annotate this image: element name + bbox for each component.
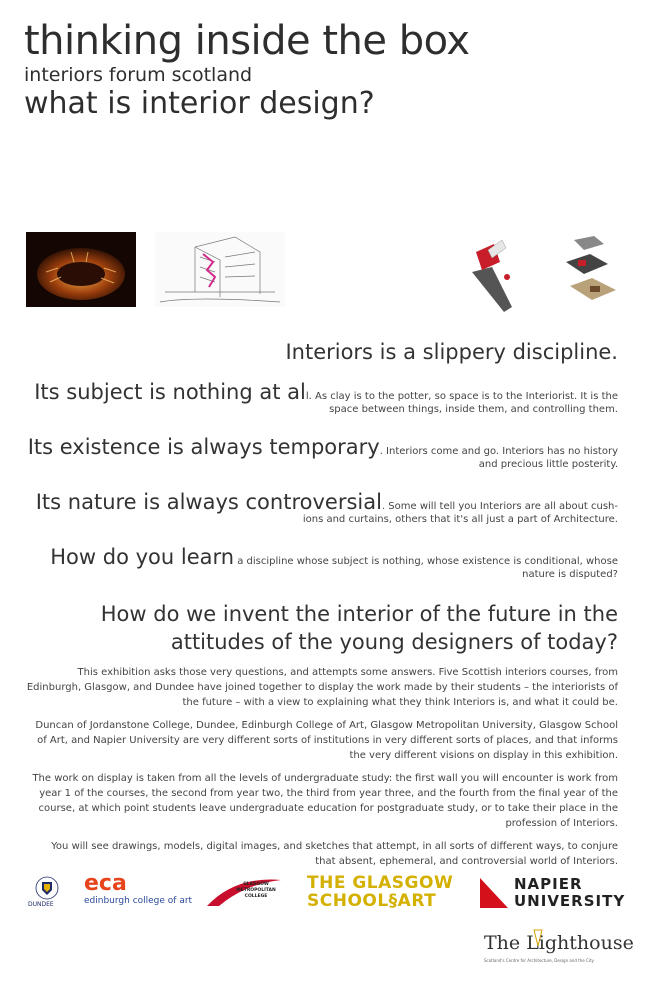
lighthouse-tagline: Scotland's Centre for Architecture, Design and the City <box>484 958 594 963</box>
poster-subtitle: interiors forum scotland <box>24 64 253 86</box>
paragraph-institutions <box>35 718 618 763</box>
glasgow-metropolitan-logo <box>205 872 285 910</box>
napier-university-logo <box>478 875 626 910</box>
paragraph-media <box>51 839 618 869</box>
gsa-line2: SCHOOL§ART <box>307 891 437 911</box>
poster-question: what is interior design? <box>24 86 375 121</box>
statement-tail: . Some will tell you Interiors are all about cush- <box>381 501 618 512</box>
paragraph-exhibition <box>27 665 618 710</box>
statement-tail: a discipline whose subject is nothing, whose existence is conditional, whose <box>234 556 618 567</box>
dundee-label: DUNDEE <box>28 901 54 908</box>
gsa-line1: THE GLASGOW <box>307 873 454 893</box>
paragraph-line: the future – with a view to explaining what they think Interiors is, and what it could be. <box>182 697 618 708</box>
eca-logo <box>84 872 192 906</box>
gmc-label: GLASGOW METROPOLITAN COLLEGE <box>236 882 276 899</box>
statement-lead: Its existence is always temporary <box>27 435 380 459</box>
paragraph-line: that absent, ephemeral, and controversial world of Interiors. <box>315 856 618 867</box>
paragraph-work <box>32 771 618 831</box>
paragraph-line: The work on display is taken from all the levels of undergraduate study: the first wall you will encounter is work from <box>32 773 618 784</box>
statement-tail: l. As clay is to the potter, so space is to the Interiorist. It is the <box>305 391 618 402</box>
lighthouse-logo <box>478 924 634 968</box>
eca-mark: eca <box>84 871 127 896</box>
statement-existence <box>28 435 618 459</box>
paragraph-line: You will see drawings, models, digital images, and sketches that attempt, in all sorts of different ways, to conjure <box>51 841 618 852</box>
statement-tail: . Interiors come and go. Interiors has no history <box>379 446 618 457</box>
exploded-model-photo <box>560 234 622 308</box>
glasgow-school-of-art-logo <box>307 874 453 910</box>
statement-existence-cont: and precious little posterity. <box>478 459 618 470</box>
statement-lead: How do you learn <box>50 545 235 569</box>
lighthouse-wordmark: The Lighthouse <box>484 932 634 954</box>
statement-nature <box>36 490 618 514</box>
statement-nature-cont: ions and curtains, others that it's all just a part of Architecture. <box>302 514 618 525</box>
paragraph-line: profession of Interiors. <box>505 818 618 829</box>
statement-subject <box>34 380 618 404</box>
statement-slippery <box>285 340 618 364</box>
eca-label: edinburgh college of art <box>84 896 193 906</box>
statement-learn-cont: nature is disputed? <box>522 569 618 580</box>
poster-title: thinking inside the box <box>24 18 470 64</box>
red-model-photo <box>462 232 522 314</box>
statement-subject-cont: space between things, inside them, and controlling them. <box>329 404 618 415</box>
sculpture-photo <box>26 232 136 307</box>
paragraph-line: of Art, and Napier University are very different sorts of institutions in very different sorts of places, and that informs <box>37 735 618 746</box>
paragraph-line: year 1 of the courses, the second from year two, the third from year three, and the fourth from the final year of the <box>39 788 618 799</box>
paragraph-line: This exhibition asks those very questions, and attempts some answers. Five Scottish interiors courses, from <box>77 667 618 678</box>
napier-line1: NAPIER <box>514 875 583 893</box>
building-sketch <box>155 232 285 307</box>
future-question-line1: How do we invent the interior of the future in the <box>100 602 618 626</box>
statement-lead: Its subject is nothing at al <box>34 380 306 404</box>
paragraph-line: course, at which point students leave undergraduate education for postgraduate study, or to take their place in the <box>38 803 618 814</box>
paragraph-line: Edinburgh, Glasgow, and Dundee have joined together to display the work made by their students – the interiorists of <box>26 682 618 693</box>
napier-wordmark <box>514 876 625 910</box>
paragraph-line: Duncan of Jordanstone College, Dundee, Edinburgh College of Art, Glasgow Metropolitan University, Glasgow School <box>35 720 618 731</box>
statement-lead: Its nature is always controversial <box>35 490 382 514</box>
statement-learn <box>50 545 618 569</box>
napier-line2: UNIVERSITY <box>514 892 626 910</box>
future-question-line2: attitudes of the young designers of today? <box>170 630 618 654</box>
future-question <box>101 600 618 656</box>
dundee-logo <box>26 874 68 910</box>
statement-lead: Interiors is a slippery discipline. <box>285 340 618 364</box>
paragraph-line: the very different visions on display in this exhibition. <box>349 750 618 761</box>
